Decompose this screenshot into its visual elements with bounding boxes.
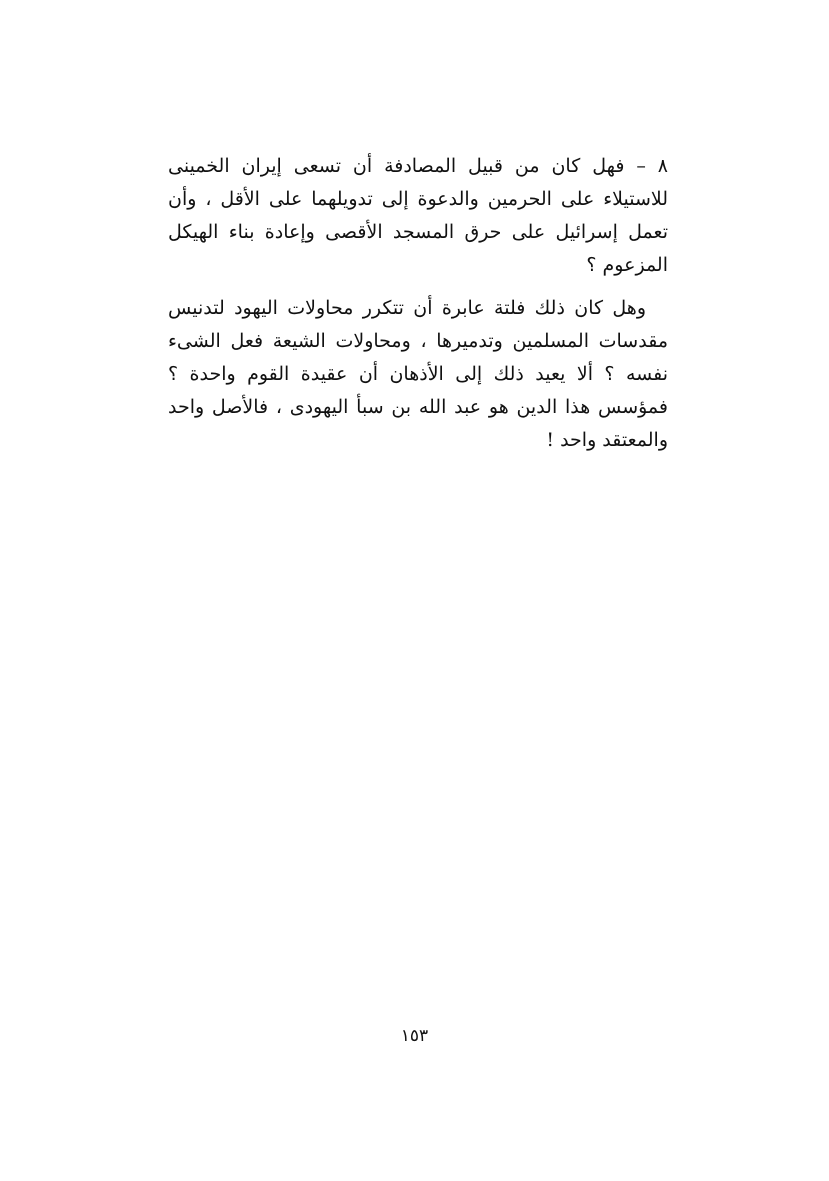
paragraph-item-8: ٨ – فهل كان من قبيل المصادفة أن تسعى إيران الخمينى للاستيلاء على الحرمين والدعوة إلى تدويلهما على الأقل ، وأن تعمل إسرائيل على حرق المسجد الأقصى وإعادة بناء الهيكل المزعوم ؟	[168, 155, 668, 276]
paragraph-continuation: وهل كان ذلك فلتة عابرة أن تتكرر محاولات اليهود لتدنيس مقدسات المسلمين وتدميرها ، ومحاولات الشيعة فعل الشىء نفسه ؟ ألا يعيد ذلك إلى الأذهان أن عقيدة القوم واحدة ؟ فمؤسس هذا الدين هو عبد الله بن سبأ اليهودى ، فالأصل واحد والمعتقد واحد !	[168, 297, 668, 451]
page-number: ١٥٣	[400, 1026, 429, 1046]
body-text	[168, 150, 668, 457]
